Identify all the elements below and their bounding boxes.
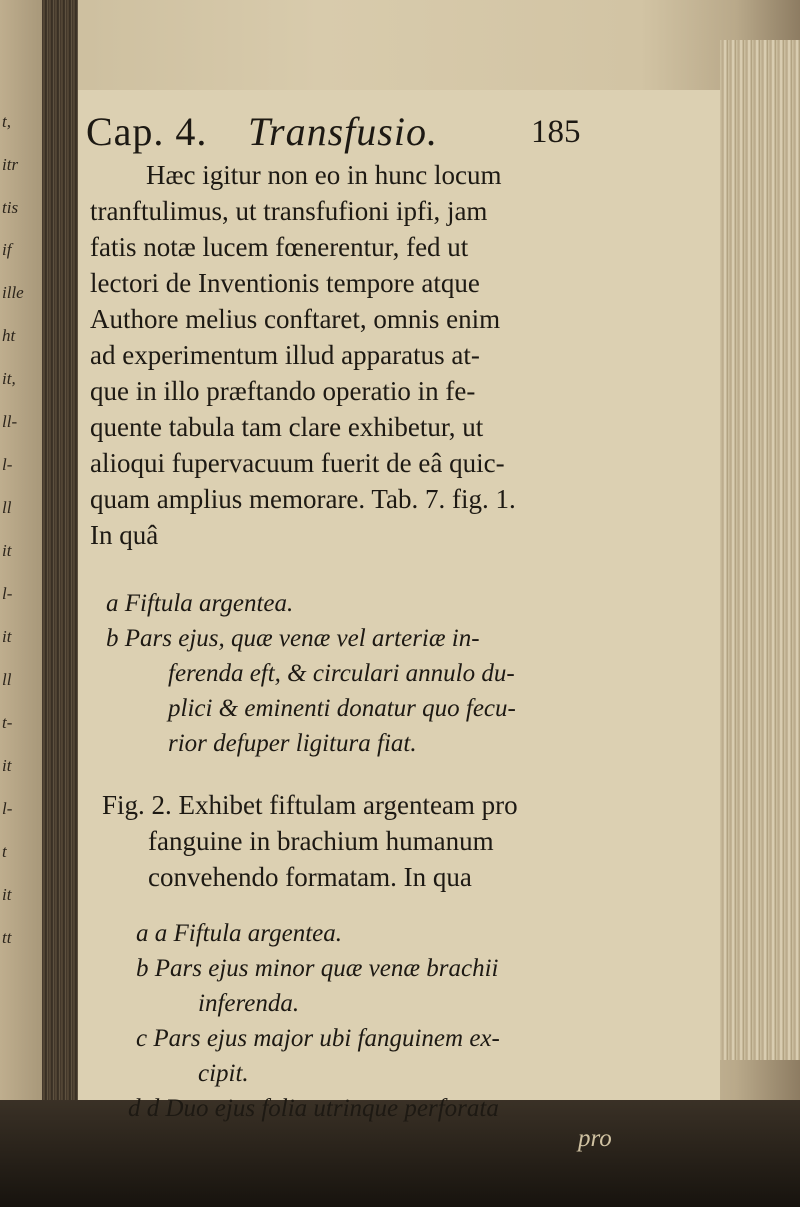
margin-fragment: l- — [2, 455, 13, 474]
margin-fragment: it, — [2, 369, 16, 388]
legend-entry: ferenda eft, & circulari annulo du- — [168, 660, 515, 687]
margin-fragment: tt — [2, 928, 12, 947]
legend-entry: a Fiftula argentea. — [106, 590, 294, 617]
page-edges — [720, 40, 800, 1060]
legend-entry: plici & eminenti donatur quo fecu- — [168, 695, 516, 722]
margin-fragment: l- — [2, 584, 13, 603]
legend-entry: d d Duo ejus folia utrinque perforata — [128, 1095, 499, 1122]
paragraph-line: fanguine in brachium humanum — [148, 826, 494, 856]
paragraph-line: convehendo formatam. In qua — [148, 862, 472, 892]
legend-entry: cipit. — [198, 1060, 249, 1087]
paragraph-line: In quâ — [90, 520, 159, 550]
paragraph-line: alioqui fupervacuum fuerit de eâ quic- — [90, 448, 505, 478]
catchword: pro — [578, 1125, 612, 1152]
legend-entry: inferenda. — [198, 990, 300, 1017]
margin-fragment: tis — [2, 198, 19, 217]
margin-fragment: ll- — [2, 412, 18, 431]
margin-fragment: itr — [2, 155, 19, 174]
margin-fragment: it — [2, 627, 12, 646]
margin-fragment: it — [2, 885, 12, 904]
margin-fragment: ht — [2, 326, 16, 345]
paragraph-line: que in illo præftando operatio in fe- — [90, 376, 476, 406]
facing-page-margin — [0, 0, 42, 1207]
page-title: Transfusio. — [248, 109, 438, 154]
margin-fragment: it — [2, 756, 12, 775]
paragraph-line: tranftulimus, ut transfufioni ipfi, jam — [90, 196, 488, 226]
paragraph-line: Hæc igitur non eo in hunc locum — [146, 160, 502, 190]
margin-fragment: ll — [2, 498, 12, 517]
book-gutter — [42, 0, 78, 1207]
margin-fragment: ille — [2, 283, 24, 302]
chapter-label: Cap. 4. — [86, 109, 208, 154]
margin-fragment: l- — [2, 799, 13, 818]
legend-entry: b Pars ejus, quæ venæ vel arteriæ in- — [106, 625, 480, 652]
margin-fragment: ll — [2, 670, 12, 689]
page-number: 185 — [531, 114, 581, 150]
margin-fragment: if — [2, 240, 12, 259]
paragraph-line: quam amplius memorare. Tab. 7. fig. 1. — [90, 484, 516, 514]
legend-entry: a a Fiftula argentea. — [136, 920, 342, 947]
legend-entry: rior defuper ligitura fiat. — [168, 730, 417, 757]
margin-fragment: t, — [2, 112, 11, 131]
legend-entry: c Pars ejus major ubi fanguinem ex- — [136, 1025, 500, 1052]
margin-fragment: it — [2, 541, 12, 560]
paragraph-line: Authore melius conftaret, omnis enim — [90, 304, 501, 334]
margin-fragment: t- — [2, 713, 13, 732]
paragraph-line: ad experimentum illud apparatus at- — [90, 340, 480, 370]
book-page — [78, 90, 720, 1122]
legend-entry: b Pars ejus minor quæ venæ brachii — [136, 955, 499, 982]
paragraph-line: quente tabula tam clare exhibetur, ut — [90, 412, 484, 442]
paragraph-line: lectori de Inventionis tempore atque — [90, 268, 480, 298]
margin-fragment: t — [2, 842, 7, 861]
paragraph-line: fatis notæ lucem fœnerentur, fed ut — [90, 232, 469, 262]
paragraph-line: Fig. 2. Exhibet fiftulam argenteam pro — [102, 790, 518, 820]
